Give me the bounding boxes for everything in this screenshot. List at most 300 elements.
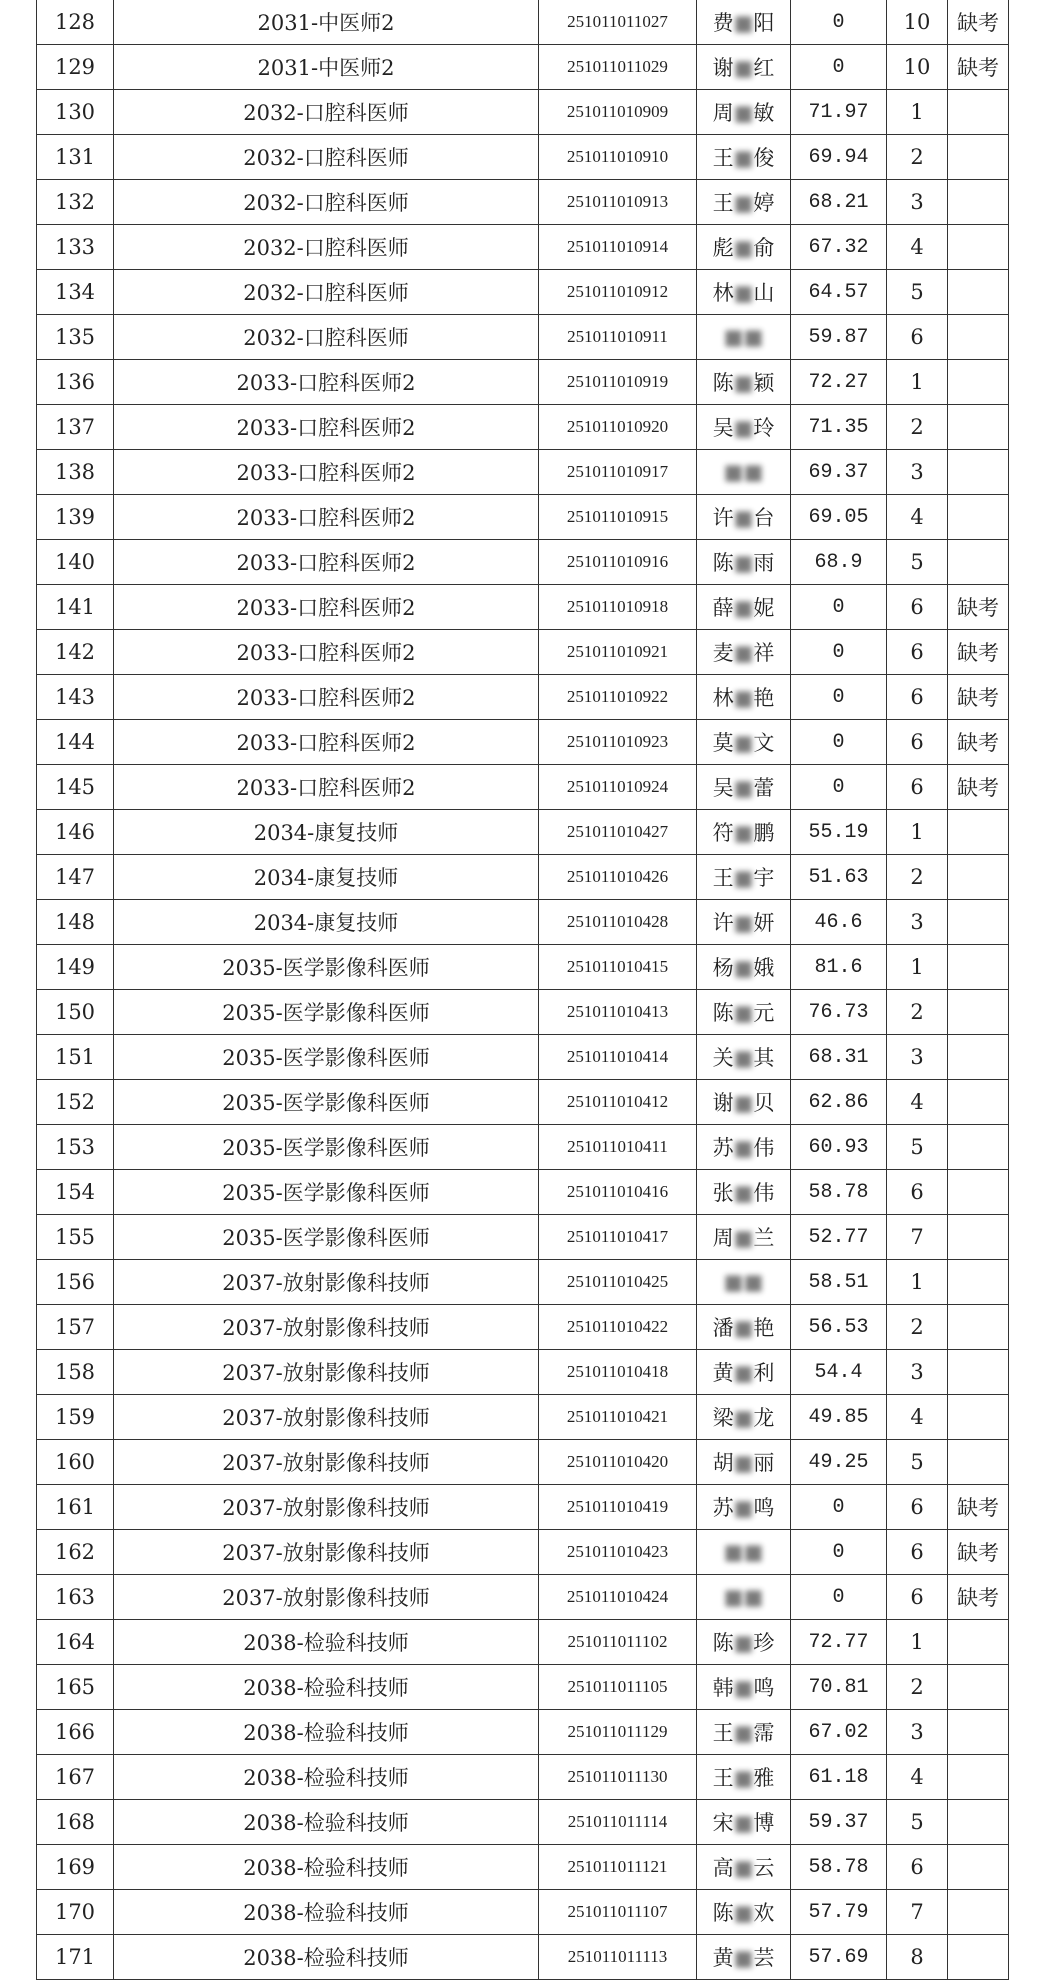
- remark-cell: [948, 450, 1009, 495]
- rank-cell: 4: [887, 1395, 948, 1440]
- table-row: [37, 135, 1009, 180]
- name-cell: [697, 495, 791, 540]
- name-last-char: 台: [753, 506, 775, 530]
- seq-cell: 142: [37, 630, 114, 675]
- name-first-char: 陈: [712, 1901, 734, 1925]
- name-redacted: ■: [733, 821, 754, 845]
- name-last-char: 利: [753, 1361, 775, 1385]
- name-last-char: 元: [753, 1001, 775, 1025]
- seq-cell: 148: [37, 900, 114, 945]
- post-cell: 2034-康复技师: [114, 855, 539, 900]
- score-cell: 0: [791, 675, 887, 720]
- table-row: [37, 540, 1009, 585]
- rank-cell: 3: [887, 180, 948, 225]
- name-redacted: ■■: [723, 1270, 764, 1294]
- post-cell: 2033-口腔科医师2: [114, 405, 539, 450]
- name-first-char: 陈: [712, 371, 734, 395]
- remark-cell: [948, 1035, 1009, 1080]
- remark-cell: 缺考: [948, 585, 1009, 630]
- name-first-char: 王: [712, 1721, 734, 1745]
- remark-cell: [948, 90, 1009, 135]
- post-cell: 2037-放射影像科技师: [114, 1575, 539, 1620]
- name-cell: [697, 135, 791, 180]
- name-redacted: ■: [733, 1091, 754, 1115]
- table-row: [37, 1485, 1009, 1530]
- name-first-char: 谢: [712, 1091, 734, 1115]
- rank-cell: 2: [887, 1305, 948, 1350]
- rank-cell: 2: [887, 990, 948, 1035]
- remark-cell: 缺考: [948, 1530, 1009, 1575]
- table-row: [37, 360, 1009, 405]
- seq-cell: 158: [37, 1350, 114, 1395]
- name-first-char: 潘: [712, 1316, 734, 1340]
- name-last-char: 其: [753, 1046, 775, 1070]
- table-row: [37, 1890, 1009, 1935]
- remark-cell: [948, 1620, 1009, 1665]
- remark-cell: 缺考: [948, 1575, 1009, 1620]
- score-cell: 49.85: [791, 1395, 887, 1440]
- name-redacted: ■: [733, 1766, 754, 1790]
- ticket-number-cell: 251011010912: [539, 270, 697, 315]
- remark-cell: [948, 1665, 1009, 1710]
- rank-cell: 10: [887, 0, 948, 45]
- post-cell: 2032-口腔科医师: [114, 315, 539, 360]
- ticket-number-cell: 251011010426: [539, 855, 697, 900]
- seq-cell: 170: [37, 1890, 114, 1935]
- table-row: [37, 225, 1009, 270]
- score-cell: 68.21: [791, 180, 887, 225]
- seq-cell: 133: [37, 225, 114, 270]
- post-cell: 2037-放射影像科技师: [114, 1305, 539, 1350]
- name-redacted: ■: [733, 236, 754, 260]
- ticket-number-cell: 251011010418: [539, 1350, 697, 1395]
- post-cell: 2031-中医师2: [114, 45, 539, 90]
- seq-cell: 168: [37, 1800, 114, 1845]
- name-redacted: ■: [733, 371, 754, 395]
- table-row: [37, 1125, 1009, 1170]
- name-last-char: 阳: [753, 11, 775, 35]
- seq-cell: 136: [37, 360, 114, 405]
- post-cell: 2033-口腔科医师2: [114, 720, 539, 765]
- name-redacted: ■: [733, 281, 754, 305]
- rank-cell: 6: [887, 675, 948, 720]
- post-cell: 2037-放射影像科技师: [114, 1260, 539, 1305]
- name-redacted: ■: [733, 911, 754, 935]
- name-first-char: 薛: [712, 596, 734, 620]
- post-cell: 2038-检验科技师: [114, 1935, 539, 1980]
- name-cell: [697, 1260, 791, 1305]
- rank-cell: 1: [887, 1260, 948, 1305]
- name-redacted: ■: [733, 1226, 754, 1250]
- remark-cell: [948, 495, 1009, 540]
- name-first-char: 吴: [712, 416, 734, 440]
- score-cell: 0: [791, 45, 887, 90]
- name-last-char: 婷: [753, 191, 775, 215]
- post-cell: 2035-医学影像科医师: [114, 990, 539, 1035]
- remark-cell: [948, 1935, 1009, 1980]
- table-row: [37, 1575, 1009, 1620]
- post-cell: 2033-口腔科医师2: [114, 765, 539, 810]
- name-first-char: 许: [712, 506, 734, 530]
- name-last-char: 伟: [753, 1136, 775, 1160]
- name-last-char: 俞: [753, 236, 775, 260]
- seq-cell: 135: [37, 315, 114, 360]
- name-cell: [697, 360, 791, 405]
- rank-cell: 6: [887, 585, 948, 630]
- name-last-char: 敏: [753, 101, 775, 125]
- post-cell: 2032-口腔科医师: [114, 90, 539, 135]
- name-last-char: 欢: [753, 1901, 775, 1925]
- post-cell: 2033-口腔科医师2: [114, 495, 539, 540]
- rank-cell: 4: [887, 495, 948, 540]
- name-last-char: 伟: [753, 1181, 775, 1205]
- ticket-number-cell: 251011011027: [539, 0, 697, 45]
- name-first-char: 符: [712, 821, 734, 845]
- post-cell: 2032-口腔科医师: [114, 180, 539, 225]
- table-row: [37, 1845, 1009, 1890]
- name-first-char: 胡: [712, 1451, 734, 1475]
- ticket-number-cell: 251011010921: [539, 630, 697, 675]
- name-redacted: ■: [733, 1001, 754, 1025]
- score-cell: 68.31: [791, 1035, 887, 1080]
- remark-cell: [948, 1215, 1009, 1260]
- name-cell: [697, 270, 791, 315]
- name-last-char: 红: [753, 56, 775, 80]
- rank-cell: 3: [887, 900, 948, 945]
- rank-cell: 5: [887, 1800, 948, 1845]
- seq-cell: 128: [37, 0, 114, 45]
- remark-cell: [948, 1305, 1009, 1350]
- rank-cell: 7: [887, 1890, 948, 1935]
- rank-cell: 2: [887, 1665, 948, 1710]
- ticket-number-cell: 251011011114: [539, 1800, 697, 1845]
- post-cell: 2037-放射影像科技师: [114, 1350, 539, 1395]
- name-redacted: ■■: [723, 325, 764, 349]
- remark-cell: [948, 1890, 1009, 1935]
- name-first-char: 许: [712, 911, 734, 935]
- rank-cell: 7: [887, 1215, 948, 1260]
- score-cell: 71.97: [791, 90, 887, 135]
- name-first-char: 陈: [712, 1001, 734, 1025]
- name-redacted: ■: [733, 11, 754, 35]
- table-row: [37, 585, 1009, 630]
- name-cell: [697, 450, 791, 495]
- rank-cell: 6: [887, 1170, 948, 1215]
- ticket-number-cell: 251011011130: [539, 1755, 697, 1800]
- name-first-char: 韩: [712, 1676, 734, 1700]
- seq-cell: 132: [37, 180, 114, 225]
- seq-cell: 134: [37, 270, 114, 315]
- name-cell: [697, 1305, 791, 1350]
- seq-cell: 153: [37, 1125, 114, 1170]
- ticket-number-cell: 251011010424: [539, 1575, 697, 1620]
- ticket-number-cell: 251011010914: [539, 225, 697, 270]
- post-cell: 2034-康复技师: [114, 810, 539, 855]
- seq-cell: 160: [37, 1440, 114, 1485]
- seq-cell: 137: [37, 405, 114, 450]
- name-last-char: 丽: [753, 1451, 775, 1475]
- name-cell: [697, 1620, 791, 1665]
- name-cell: [697, 765, 791, 810]
- remark-cell: [948, 1080, 1009, 1125]
- remark-cell: [948, 1170, 1009, 1215]
- ticket-number-cell: 251011010909: [539, 90, 697, 135]
- name-redacted: ■: [733, 1181, 754, 1205]
- score-cell: 58.51: [791, 1260, 887, 1305]
- score-cell: 67.02: [791, 1710, 887, 1755]
- name-last-char: 妮: [753, 596, 775, 620]
- ticket-number-cell: 251011010920: [539, 405, 697, 450]
- table-row: [37, 1170, 1009, 1215]
- remark-cell: 缺考: [948, 630, 1009, 675]
- score-cell: 67.32: [791, 225, 887, 270]
- post-cell: 2035-医学影像科医师: [114, 1215, 539, 1260]
- name-cell: [697, 1800, 791, 1845]
- table-row: [37, 1305, 1009, 1350]
- remark-cell: [948, 1710, 1009, 1755]
- name-first-char: 高: [712, 1856, 734, 1880]
- name-first-char: 宋: [712, 1811, 734, 1835]
- name-redacted: ■: [733, 1361, 754, 1385]
- post-cell: 2033-口腔科医师2: [114, 630, 539, 675]
- seq-cell: 167: [37, 1755, 114, 1800]
- table-row: [37, 675, 1009, 720]
- post-cell: 2031-中医师2: [114, 0, 539, 45]
- name-last-char: 鸣: [753, 1676, 775, 1700]
- name-redacted: ■: [733, 56, 754, 80]
- name-cell: [697, 1530, 791, 1575]
- name-first-char: 彪: [712, 236, 734, 260]
- post-cell: 2038-检验科技师: [114, 1620, 539, 1665]
- table-row: [37, 1620, 1009, 1665]
- table-row: [37, 1260, 1009, 1305]
- name-redacted: ■: [733, 776, 754, 800]
- table-row: [37, 1080, 1009, 1125]
- name-last-char: 祥: [753, 641, 775, 665]
- remark-cell: 缺考: [948, 765, 1009, 810]
- ticket-number-cell: 251011010428: [539, 900, 697, 945]
- ticket-number-cell: 251011010411: [539, 1125, 697, 1170]
- name-cell: [697, 1575, 791, 1620]
- name-redacted: ■: [733, 416, 754, 440]
- name-cell: [697, 585, 791, 630]
- ticket-number-cell: 251011011107: [539, 1890, 697, 1935]
- table-body: [37, 0, 1009, 1980]
- seq-cell: 157: [37, 1305, 114, 1350]
- post-cell: 2033-口腔科医师2: [114, 675, 539, 720]
- rank-cell: 2: [887, 405, 948, 450]
- name-redacted: ■: [733, 1856, 754, 1880]
- name-last-char: 玲: [753, 416, 775, 440]
- name-cell: [697, 90, 791, 135]
- name-redacted: ■: [733, 686, 754, 710]
- name-redacted: ■: [733, 506, 754, 530]
- name-first-char: 黄: [712, 1361, 734, 1385]
- remark-cell: [948, 1260, 1009, 1305]
- score-cell: 62.86: [791, 1080, 887, 1125]
- remark-cell: [948, 405, 1009, 450]
- name-first-char: 费: [712, 11, 734, 35]
- ticket-number-cell: 251011010427: [539, 810, 697, 855]
- name-last-char: 艳: [753, 686, 775, 710]
- name-last-char: 俊: [753, 146, 775, 170]
- remark-cell: 缺考: [948, 1485, 1009, 1530]
- remark-cell: 缺考: [948, 45, 1009, 90]
- name-cell: [697, 1890, 791, 1935]
- name-cell: [697, 1035, 791, 1080]
- seq-cell: 129: [37, 45, 114, 90]
- ticket-number-cell: 251011010417: [539, 1215, 697, 1260]
- name-first-char: 王: [712, 191, 734, 215]
- ticket-number-cell: 251011011121: [539, 1845, 697, 1890]
- name-cell: [697, 1215, 791, 1260]
- rank-cell: 6: [887, 1485, 948, 1530]
- name-first-char: 谢: [712, 56, 734, 80]
- remark-cell: [948, 270, 1009, 315]
- rank-cell: 5: [887, 1125, 948, 1170]
- post-cell: 2035-医学影像科医师: [114, 1170, 539, 1215]
- name-last-char: 贝: [753, 1091, 775, 1115]
- rank-cell: 1: [887, 1620, 948, 1665]
- name-redacted: ■■: [723, 1540, 764, 1564]
- score-cell: 0: [791, 720, 887, 765]
- ticket-number-cell: 251011011113: [539, 1935, 697, 1980]
- table-row: [37, 315, 1009, 360]
- post-cell: 2038-检验科技师: [114, 1665, 539, 1710]
- rank-cell: 6: [887, 630, 948, 675]
- name-cell: [697, 1665, 791, 1710]
- name-first-char: 梁: [712, 1406, 734, 1430]
- seq-cell: 156: [37, 1260, 114, 1305]
- name-first-char: 陈: [712, 1631, 734, 1655]
- name-last-char: 雨: [753, 551, 775, 575]
- rank-cell: 6: [887, 1530, 948, 1575]
- post-cell: 2037-放射影像科技师: [114, 1485, 539, 1530]
- post-cell: 2037-放射影像科技师: [114, 1440, 539, 1485]
- name-cell: [697, 405, 791, 450]
- score-cell: 69.94: [791, 135, 887, 180]
- table-row: [37, 450, 1009, 495]
- table-row: [37, 810, 1009, 855]
- score-cell: 71.35: [791, 405, 887, 450]
- seq-cell: 150: [37, 990, 114, 1035]
- post-cell: 2035-医学影像科医师: [114, 1035, 539, 1080]
- rank-cell: 5: [887, 270, 948, 315]
- name-first-char: 麦: [712, 641, 734, 665]
- score-cell: 49.25: [791, 1440, 887, 1485]
- table-row: [37, 1665, 1009, 1710]
- name-redacted: ■■: [723, 1585, 764, 1609]
- name-first-char: 张: [712, 1181, 734, 1205]
- post-cell: 2035-医学影像科医师: [114, 1080, 539, 1125]
- seq-cell: 146: [37, 810, 114, 855]
- name-cell: [697, 1350, 791, 1395]
- ticket-number-cell: 251011010416: [539, 1170, 697, 1215]
- ticket-number-cell: 251011010924: [539, 765, 697, 810]
- score-cell: 72.27: [791, 360, 887, 405]
- table-row: [37, 1350, 1009, 1395]
- score-cell: 0: [791, 0, 887, 45]
- post-cell: 2032-口腔科医师: [114, 270, 539, 315]
- name-redacted: ■■: [723, 460, 764, 484]
- name-first-char: 林: [712, 686, 734, 710]
- name-redacted: ■: [733, 551, 754, 575]
- rank-cell: 1: [887, 360, 948, 405]
- rank-cell: 8: [887, 1935, 948, 1980]
- name-redacted: ■: [733, 1901, 754, 1925]
- rank-cell: 10: [887, 45, 948, 90]
- name-last-char: 博: [753, 1811, 775, 1835]
- name-redacted: ■: [733, 1631, 754, 1655]
- remark-cell: [948, 945, 1009, 990]
- name-redacted: ■: [733, 1496, 754, 1520]
- ticket-number-cell: 251011011029: [539, 45, 697, 90]
- name-cell: [697, 0, 791, 45]
- ticket-number-cell: 251011010923: [539, 720, 697, 765]
- seq-cell: 130: [37, 90, 114, 135]
- post-cell: 2038-检验科技师: [114, 1800, 539, 1845]
- ticket-number-cell: 251011010910: [539, 135, 697, 180]
- score-cell: 0: [791, 585, 887, 630]
- seq-cell: 162: [37, 1530, 114, 1575]
- remark-cell: 缺考: [948, 720, 1009, 765]
- ticket-number-cell: 251011010915: [539, 495, 697, 540]
- post-cell: 2037-放射影像科技师: [114, 1530, 539, 1575]
- post-cell: 2038-检验科技师: [114, 1710, 539, 1755]
- name-cell: [697, 1125, 791, 1170]
- name-cell: [697, 540, 791, 585]
- name-last-char: 蕾: [753, 776, 775, 800]
- remark-cell: [948, 540, 1009, 585]
- name-last-char: 颖: [753, 371, 775, 395]
- name-redacted: ■: [733, 101, 754, 125]
- name-cell: [697, 225, 791, 270]
- seq-cell: 154: [37, 1170, 114, 1215]
- ticket-number-cell: 251011011102: [539, 1620, 697, 1665]
- name-last-char: 云: [753, 1856, 775, 1880]
- score-cell: 59.37: [791, 1800, 887, 1845]
- name-first-char: 莫: [712, 731, 734, 755]
- name-last-char: 兰: [753, 1226, 775, 1250]
- name-first-char: 杨: [712, 956, 734, 980]
- name-first-char: 陈: [712, 551, 734, 575]
- name-cell: [697, 990, 791, 1035]
- ticket-number-cell: 251011010922: [539, 675, 697, 720]
- remark-cell: [948, 1845, 1009, 1890]
- seq-cell: 147: [37, 855, 114, 900]
- name-cell: [697, 1170, 791, 1215]
- name-cell: [697, 720, 791, 765]
- score-cell: 72.77: [791, 1620, 887, 1665]
- name-cell: [697, 45, 791, 90]
- remark-cell: [948, 990, 1009, 1035]
- seq-cell: 164: [37, 1620, 114, 1665]
- score-cell: 58.78: [791, 1845, 887, 1890]
- rank-cell: 6: [887, 1575, 948, 1620]
- score-cell: 46.6: [791, 900, 887, 945]
- name-last-char: 龙: [753, 1406, 775, 1430]
- seq-cell: 165: [37, 1665, 114, 1710]
- remark-cell: [948, 1440, 1009, 1485]
- score-cell: 52.77: [791, 1215, 887, 1260]
- name-redacted: ■: [733, 866, 754, 890]
- remark-cell: 缺考: [948, 675, 1009, 720]
- name-cell: [697, 180, 791, 225]
- rank-cell: 5: [887, 540, 948, 585]
- post-cell: 2032-口腔科医师: [114, 225, 539, 270]
- ticket-number-cell: 251011010425: [539, 1260, 697, 1305]
- score-cell: 56.53: [791, 1305, 887, 1350]
